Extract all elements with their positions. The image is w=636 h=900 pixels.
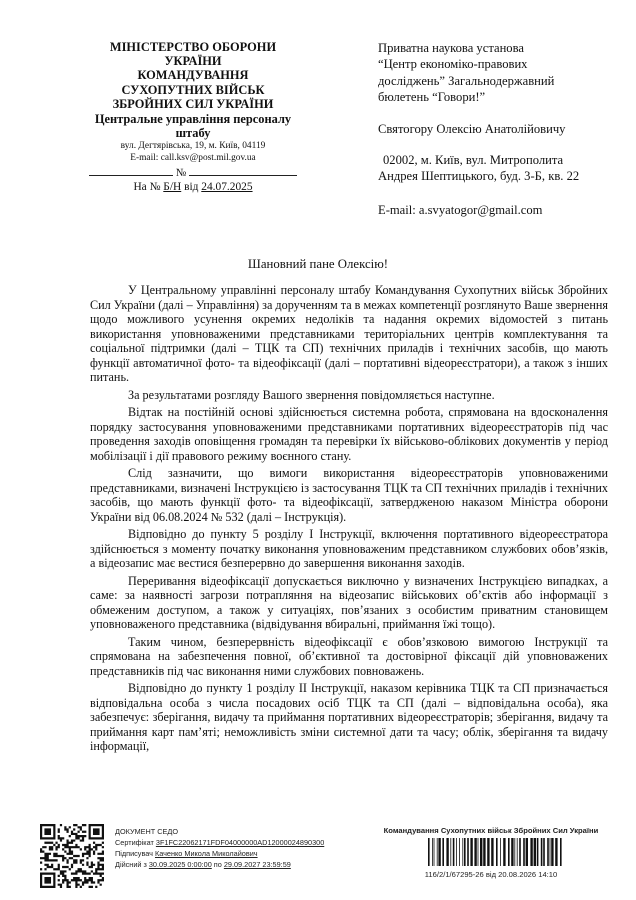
signature-certificate <box>115 837 365 848</box>
body-paragraph: Відповідно до пункту 5 розділу І Інструкції, включення портативного відеореєстратора здійснюється з моменту початку виконання уповноваженим представником службових обов’язків, а відеозапис має вестися безперервно до завершення виконання заходів. <box>90 527 608 570</box>
issuer-line-1: МІНІСТЕРСТВО ОБОРОНИ <box>109 40 277 54</box>
addressee-email: E-mail: a.svyatogor@gmail.com <box>378 203 543 217</box>
outgoing-number-blank <box>189 166 297 176</box>
addressee-org-line-4: бюлетень “Говори!” <box>378 90 486 105</box>
body-paragraph: За результатами розгляду Вашого звернення повідомляється наступне. <box>128 387 495 402</box>
greeting: Шановний пане Олексію! <box>247 257 389 271</box>
addressee-org-line-2: “Центр економіко-правових <box>378 57 528 72</box>
body-paragraph: Переривання відеофіксації допускається виключно у визначених Інструкцією випадках, а саме: за наявності загрози потрапляння на відеозапис військових об’єктів або інформації з обмеженим доступом, а також у ситуаціях, пов’язаних з особистим приватним становищем уповноваженого представника (відвідування вбиральні, приймання їжі тощо). <box>90 573 608 631</box>
validity-from: 30.09.2025 0:00:00 <box>148 860 212 869</box>
addressee-address <box>378 152 618 185</box>
issuer-department: Центральне управління персоналу штабу <box>94 112 292 141</box>
number-sign: № <box>175 167 187 180</box>
addressee-block <box>378 40 618 217</box>
outgoing-date-blank <box>89 166 173 176</box>
certificate-value: 3F1FC22062171FDF04000000AD12000024890300 <box>155 838 325 847</box>
signature-validity <box>115 859 365 870</box>
body-paragraph: Таким чином, безперервність відеофіксації є обов’язковою вимогою Інструкції та спрямована на забезпечення повної, об’єктивної та достовірної фіксації дій уповноважених представників під час виконання ними службових повноважень. <box>90 634 608 678</box>
issuer-line-4: СУХОПУТНИХ ВІЙСЬК <box>121 82 265 97</box>
body-paragraph: Відтак на постійній основі здійснюється системна робота, спрямована на вдосконалення порядку застосування уповноваженими представниками портативних відеореєстраторів під час проведення заходів оповіщення громадян та перевірки їх військово-облікових документів у період мобілізації і дії правового режиму воєнного стану. <box>90 405 608 463</box>
outgoing-number-line <box>82 166 304 180</box>
signer-prefix: Підписувач <box>115 849 155 858</box>
validity-prefix: Дійсний з <box>115 860 149 869</box>
signer-value: Каченко Микола Миколайович <box>154 849 258 858</box>
registration-number: 116/2/1/67295-26 від 20.08.2026 14:10 <box>424 870 558 879</box>
electronic-signature-block <box>115 826 365 870</box>
validity-to: 29.09.2027 23:59:59 <box>223 860 291 869</box>
issuer-email: E-mail: call.ksv@post.mil.gov.ua <box>130 153 256 164</box>
addressee-org-line-1: Приватна наукова установа <box>378 41 524 55</box>
addressee-address-line-2: Андрея Шептицького, буд. 3-Б, кв. 22 <box>378 169 580 184</box>
reply-prefix: На № <box>133 181 164 194</box>
addressee-org-line-3: досліджень” Загальнодержавний <box>378 73 555 88</box>
certificate-prefix: Сертифікат <box>115 838 156 847</box>
document-footer <box>0 820 636 900</box>
reply-from: від <box>181 181 202 194</box>
issuer-line-5: ЗБРОЙНИХ СИЛ УКРАЇНИ <box>112 96 274 111</box>
qr-code-icon <box>40 824 104 888</box>
addressee-name: Святогору Олексію Анатолійовичу <box>378 121 566 136</box>
signature-signer <box>115 848 365 859</box>
issuer-line-3: КОМАНДУВАННЯ <box>137 68 249 83</box>
validity-mid: по <box>211 860 224 869</box>
signature-doc-label: ДОКУМЕНТ СЕДО <box>115 827 179 836</box>
addressee-organization <box>378 40 618 106</box>
reply-date: 24.07.2025 <box>201 181 253 194</box>
reply-reference <box>82 180 304 194</box>
body-paragraph: Слід зазначити, що вимоги використання відеореєстраторів уповноваженими представниками, визначені Інструкцією із застосування ТЦК та СП технічних приладів і технічних засобів, що мають функції фото- та відеофіксації, затвердженою наказом Міністра оборони України від 06.08.2024 № 532 (далі – Інструкція). <box>90 466 608 524</box>
body-paragraph: У Центральному управлінні персоналу штабу Командування Сухопутних військ Збройних Сил України (далі – Управління) за дорученням та в межах компетенції розглянуто Ваше звернення щодо можливого усунення окремих недоліків та надання окремих відомостей з питань використання уповноваженими представниками територіальних центрів комплектування та соціальної підтримки (далі – ТЦК та СП) технічних приладів і технічних засобів, що мають функції автоматичної фото- та відеофіксації (далі – портативні відеореєстратори), а також з інших питань. <box>90 283 608 384</box>
reply-number: Б/Н <box>163 181 182 194</box>
addressee-address-line-1: 02002, м. Київ, вул. Митрополита <box>383 153 564 168</box>
issuer-header <box>82 40 304 194</box>
barcode-icon <box>428 838 564 866</box>
issuer-address: вул. Дегтярівська, 19, м. Київ, 04119 <box>120 141 266 152</box>
letter-body <box>90 283 608 757</box>
footer-command-title: Командування Сухопутних військ Збройних Сил України <box>383 826 599 835</box>
body-paragraph: Відповідно до пункту 1 розділу ІІ Інструкції, наказом керівника ТЦК та СП призначається відповідальна особа з числа посадових осіб ТЦК та СП (далі – відповідальна особа), яка забезпечує: зберігання, видачу та приймання портативних відеореєстраторів; зберігання, видачу та приймання карт пам’яті; неможливість зміни системної дати та часу; облік, зберігання та видачу інформації, <box>90 681 608 753</box>
issuer-line-2: УКРАЇНИ <box>164 54 222 69</box>
